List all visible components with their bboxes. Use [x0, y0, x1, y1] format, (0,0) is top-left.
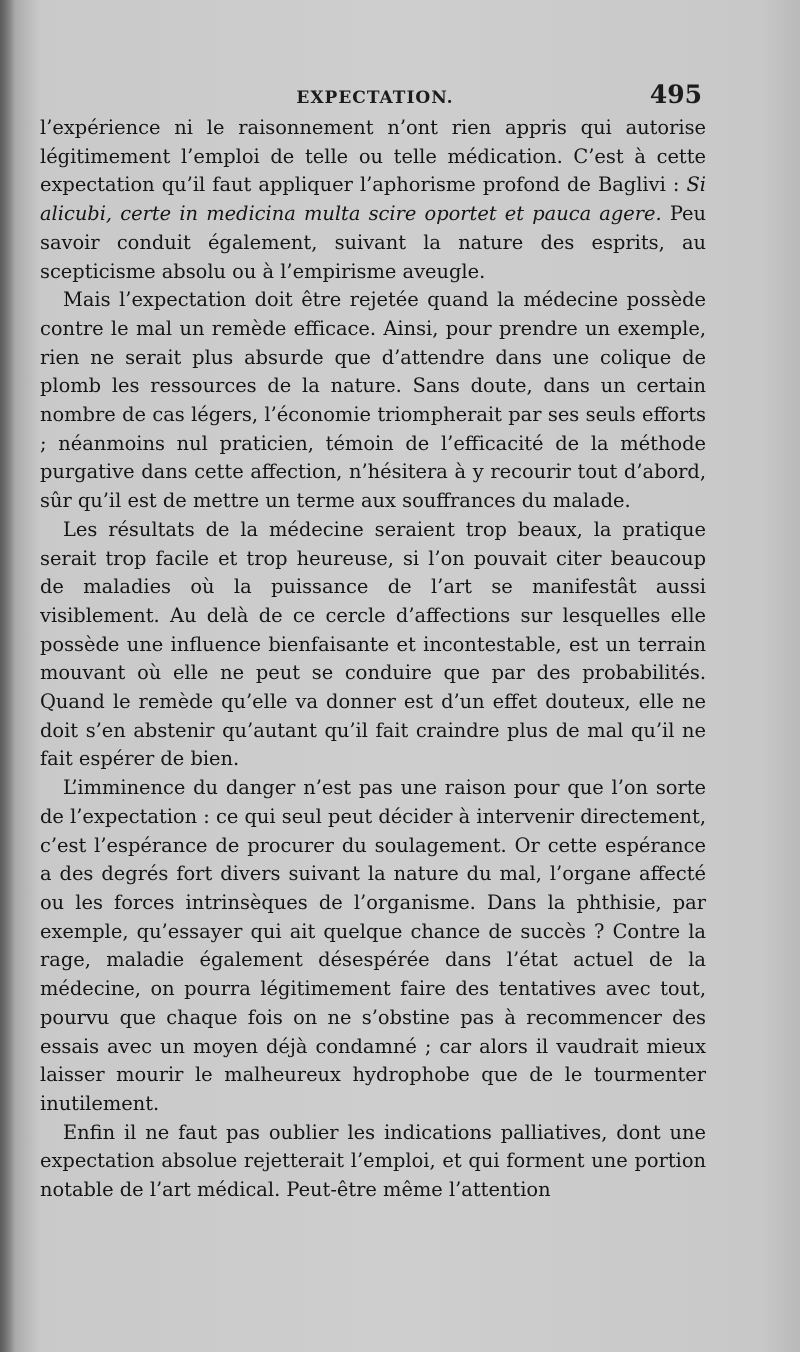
- body-text: [40, 114, 706, 1205]
- page-number: 495: [649, 80, 702, 109]
- binding-shadow: [0, 0, 16, 1352]
- paragraph-3: Les résultats de la médecine seraient trop beaux, la pratique serait trop facile et trop heureuse, si l’on pouvait citer beaucoup de maladies où la puissance de l’art se manifestât aussi visiblement. Au delà de ce cercle d’affections sur lesquelles elle possède une influence bienfaisante et incontestable, est un terrain mouvant où elle ne peut se conduire que par des probabilités. Quand le remède qu’elle va donner est d’un effet douteux, elle ne doit s’en abstenir qu’autant qu’il fait craindre plus de mal qu’il ne fait espérer de bien.: [40, 517, 706, 771]
- paragraph-4: L’imminence du danger n’est pas une raison pour que l’on sorte de l’expectation : ce qui seul peut décider à intervenir directement, c’est l’espérance de procurer du soulagement. Or cette espérance a des degrés fort divers suivant la nature du mal, l’organe affecté ou les forces intrinsèques de l’organisme. Dans la phthisie, par exemple, qu’essayer qui ait quelque chance de succès ? Contre la rage, maladie également désespérée dans l’état actuel de la médecine, on pourra légitimement faire des tentatives avec tout, pourvu que chaque fois on ne s’obstine pas à recommencer des essais avec un moyen déjà condamné ; car alors il vaudrait mieux laisser mourir le malheureux hydrophobe que de le tourmenter inutilement.: [40, 776, 706, 1115]
- running-title: EXPECTATION.: [296, 88, 454, 108]
- paragraph-1-text-b: Peu savoir conduit également, suivant la nature des esprits, au scepticisme absolu ou à l’empirisme aveugle.: [40, 202, 706, 283]
- paragraph-1-text-a: l’expérience ni le raisonnement n’ont rien appris qui autorise légitimement l’emploi de telle ou telle médication. C’est à cette expectation qu’il faut appliquer l’aphorisme profond de Baglivi :: [40, 116, 706, 197]
- latin-quotation: Si alicubi, certe in medicina multa scire oportet et pauca agere.: [40, 173, 706, 226]
- paragraph-5: Enfin il ne faut pas oublier les indications palliatives, dont une expectation absolue rejetterait l’emploi, et qui forment une portion notable de l’art médical. Peut-être même l’attention: [40, 1120, 706, 1202]
- paragraph-1: [40, 114, 706, 286]
- page-header: [40, 80, 710, 116]
- paragraph-2: Mais l’expectation doit être rejetée quand la médecine possède contre le mal un remède efficace. Ainsi, pour prendre un exemple, rien ne serait plus absurde que d’attendre dans une colique de plomb les ressources de la nature. Sans doute, dans un certain nombre de cas légers, l’économie triompherait par ses seuls efforts ; néanmoins nul praticien, témoin de l’efficacité de la méthode purgative dans cette affection, n’hésitera à y recourir tout d’abord, sûr qu’il est de mettre un terme aux souffrances du malade.: [40, 288, 706, 513]
